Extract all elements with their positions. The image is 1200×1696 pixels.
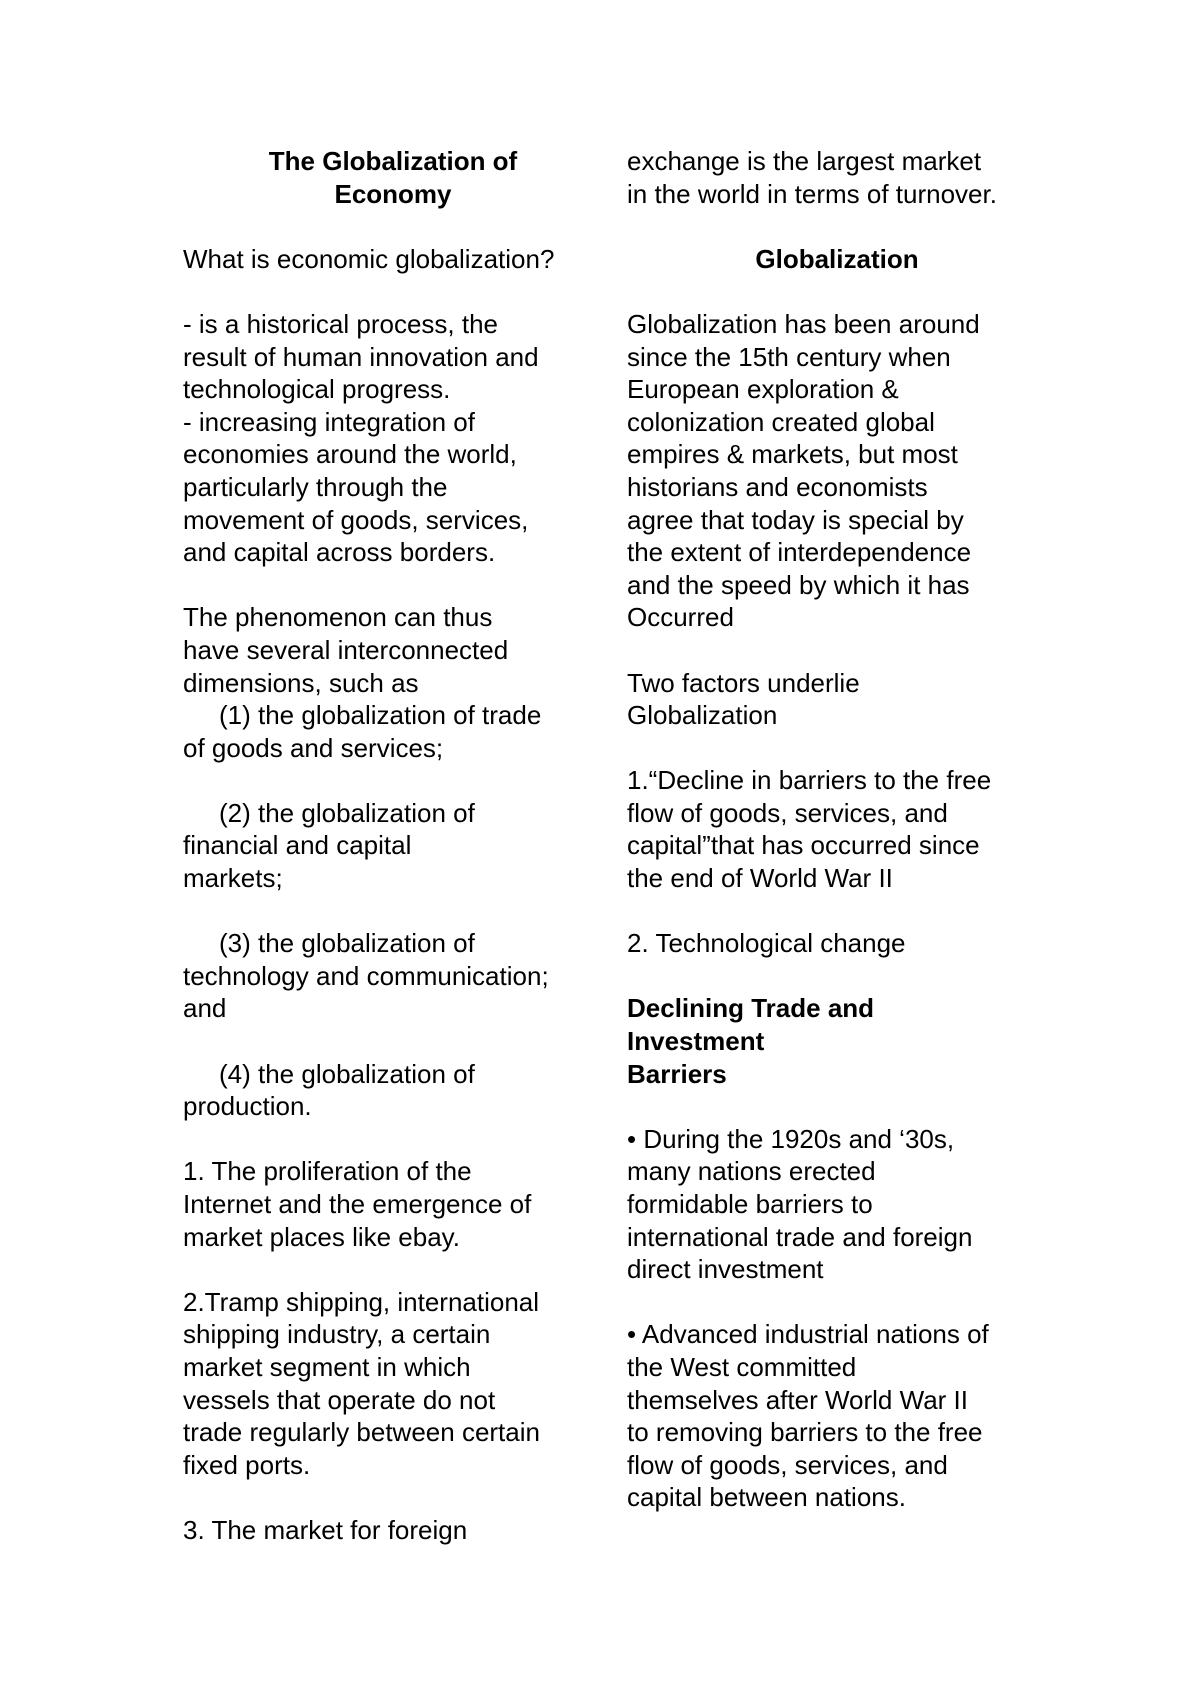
spacer bbox=[627, 634, 1047, 667]
definition-line: movement of goods, services, bbox=[183, 504, 529, 535]
globalization-para-line: since the 15th century when bbox=[627, 341, 951, 372]
bullet-2-line: themselves after World War II bbox=[627, 1384, 968, 1415]
bullet-1-line: direct investment bbox=[627, 1254, 824, 1285]
globalization-para-line: colonization created global bbox=[627, 406, 935, 437]
definition-line: - increasing integration of bbox=[183, 406, 475, 437]
dimension-1-line: of goods and services; bbox=[183, 732, 444, 763]
bullet-2-line: flow of goods, services, and bbox=[627, 1449, 948, 1480]
spacer bbox=[627, 1286, 1047, 1319]
bullet-2-line: to removing barriers to the free bbox=[627, 1417, 983, 1448]
globalization-para-line: Occurred bbox=[627, 602, 734, 633]
factor-1-line: capital”that has occurred since bbox=[627, 830, 980, 861]
spacer bbox=[627, 895, 1047, 928]
item-2-line: fixed ports. bbox=[183, 1449, 311, 1480]
item-2-line: market segment in which bbox=[183, 1351, 471, 1382]
spacer bbox=[183, 569, 603, 602]
dimension-3-line: and bbox=[183, 993, 227, 1024]
bullet-1-line: international trade and foreign bbox=[627, 1221, 973, 1252]
definition-line: technological progress. bbox=[183, 374, 451, 405]
item-1-line: 1. The proliferation of the bbox=[183, 1156, 472, 1187]
factor-1-line: flow of goods, services, and bbox=[627, 797, 948, 828]
declining-heading-line: Declining Trade and bbox=[627, 993, 875, 1024]
definition-line: and capital across borders. bbox=[183, 537, 496, 568]
question-line: What is economic globalization? bbox=[183, 243, 555, 274]
spacer bbox=[627, 732, 1047, 765]
definition-line: economies around the world, bbox=[183, 439, 517, 470]
bullet-1-line: • During the 1920s and ‘30s, bbox=[627, 1123, 955, 1154]
globalization-para-line: and the speed by which it has bbox=[627, 569, 970, 600]
dimension-4-line: production. bbox=[183, 1091, 312, 1122]
spacer bbox=[183, 1025, 603, 1058]
bullet-2-line: the West committed bbox=[627, 1351, 857, 1382]
declining-heading-line: Investment bbox=[627, 1026, 765, 1057]
globalization-para-line: the extent of interdependence bbox=[627, 537, 972, 568]
spacer bbox=[183, 764, 603, 797]
item-2-line: trade regularly between certain bbox=[183, 1417, 540, 1448]
spacer bbox=[183, 275, 603, 308]
dimension-2-line: financial and capital bbox=[183, 830, 412, 861]
spacer bbox=[183, 895, 603, 928]
item-2-line: shipping industry, a certain bbox=[183, 1319, 491, 1350]
bullet-1-line: formidable barriers to bbox=[627, 1189, 873, 1219]
globalization-para-line: empires & markets, but most bbox=[627, 439, 958, 470]
dimension-2-line: (2) the globalization of bbox=[219, 797, 475, 828]
spacer bbox=[183, 1253, 603, 1286]
spacer bbox=[183, 1481, 603, 1514]
phenomenon-line: dimensions, such as bbox=[183, 667, 419, 698]
item-2-line: vessels that operate do not bbox=[183, 1384, 496, 1415]
factor-1-line: the end of World War II bbox=[627, 863, 893, 894]
right-column bbox=[627, 145, 1047, 1514]
dimension-3-line: (3) the globalization of bbox=[219, 928, 475, 959]
item-2-line: 2.Tramp shipping, international bbox=[183, 1286, 540, 1317]
dimension-1-line: (1) the globalization of trade bbox=[219, 700, 542, 731]
definition-line: result of human innovation and bbox=[183, 341, 539, 372]
globalization-para-line: European exploration & bbox=[627, 374, 899, 405]
continued-line: exchange is the largest market bbox=[627, 146, 982, 176]
factors-intro-line: Two factors underlie bbox=[627, 667, 860, 698]
definition-line: particularly through the bbox=[183, 471, 448, 502]
spacer bbox=[627, 960, 1047, 993]
item-1-line: market places like ebay. bbox=[183, 1221, 460, 1252]
continued-line: in the world in terms of turnover. bbox=[627, 178, 997, 209]
globalization-para-line: historians and economists bbox=[627, 471, 928, 502]
declining-heading-line: Barriers bbox=[627, 1058, 727, 1089]
spacer bbox=[183, 1123, 603, 1156]
item-1-line: Internet and the emergence of bbox=[183, 1189, 532, 1219]
document-title-line-2: Economy bbox=[334, 178, 452, 209]
item-3-line: 3. The market for foreign bbox=[183, 1514, 468, 1545]
bullet-2-line: capital between nations. bbox=[627, 1482, 906, 1513]
spacer bbox=[627, 275, 1047, 308]
bullet-1-line: many nations erected bbox=[627, 1156, 876, 1187]
factor-2-line: 2. Technological change bbox=[627, 928, 906, 959]
globalization-para-line: agree that today is special by bbox=[627, 504, 964, 535]
dimension-2-line: markets; bbox=[183, 863, 283, 894]
dimension-4-line: (4) the globalization of bbox=[219, 1058, 475, 1089]
spacer bbox=[627, 210, 1047, 243]
spacer bbox=[183, 210, 603, 243]
factors-intro-line: Globalization bbox=[627, 700, 778, 731]
phenomenon-line: have several interconnected bbox=[183, 634, 509, 665]
spacer bbox=[627, 1090, 1047, 1123]
globalization-heading: Globalization bbox=[755, 243, 919, 274]
document-title-line-1: The Globalization of bbox=[268, 146, 518, 176]
globalization-para-line: Globalization has been around bbox=[627, 308, 980, 339]
phenomenon-line: The phenomenon can thus bbox=[183, 602, 493, 633]
bullet-2-line: • Advanced industrial nations of bbox=[627, 1319, 989, 1350]
factor-1-line: 1.“Decline in barriers to the free bbox=[627, 765, 992, 796]
left-column bbox=[183, 145, 603, 1547]
definition-line: - is a historical process, the bbox=[183, 308, 499, 339]
dimension-3-line: technology and communication; bbox=[183, 960, 549, 991]
